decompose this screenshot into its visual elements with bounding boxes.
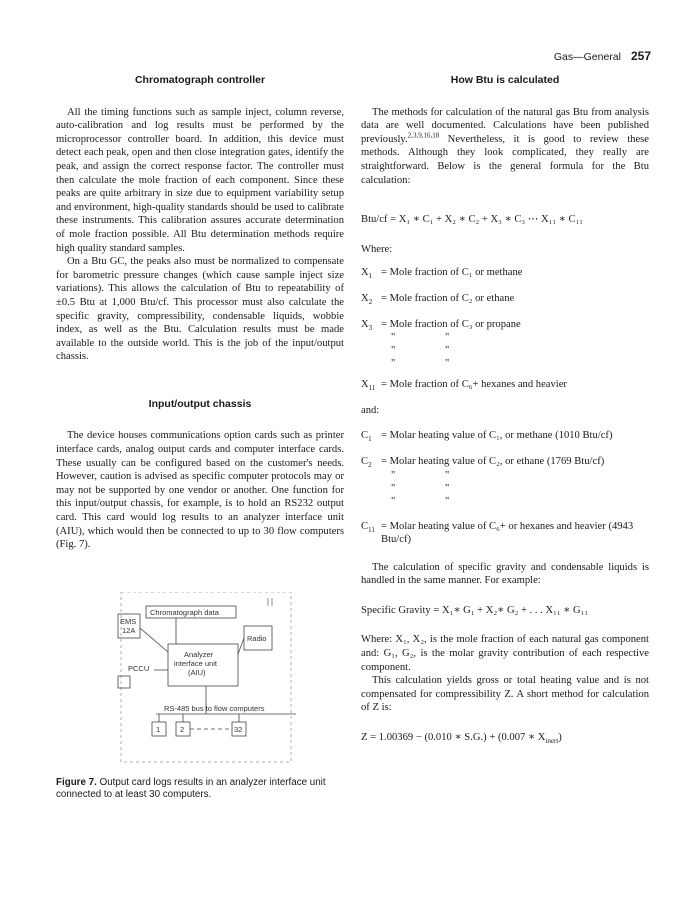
specific-gravity-formula: Specific Gravity = X₁∗ G₁ + X₂∗ G₂ + . . . X₁₁ ∗ G₁₁ [361,604,589,616]
right-column [361,74,649,745]
radio-label: Radio [247,633,267,643]
definition-c1: $C_1$ = Molar heating value of C₁, or methane (1010 Btu/cf) [361,430,613,444]
paragraph: On a Btu GC, the peaks also must be normalized to compensate for barometric pressure changes (which cause sample inject size variations). This allows the calculation of Btu to repeatability of ±0.5 Btu at 1,000 Btu/cf. This processor must also calculate the specific gravity, compressibility, condensable liquids, wobbie index, as well as the Btu. Calculation results must be made available to the outside world. This is the job of the input/output chassis. [56,256,344,363]
heading-input-output-chassis: Input/output chassis [148,397,252,410]
pccu-label: PCCU [128,663,150,673]
caption-text: Output card logs results in an analyzer interface unit connected to at least 30 computers. [56,776,326,800]
ems-label-2: 12A [122,625,136,635]
figure-caption [56,777,344,801]
definition-x3: $X_3$ = Mole fraction of C₃ or propane [361,318,521,332]
paragraph: Where: X₁, X₂, is the mole fraction of each natural gas component and: G₁, G₂, is the molar gravity contribution of each respective component. [361,634,649,673]
page-number: 257 [630,49,651,63]
definition-x1: $X_1$ = Mole fraction of C₁ or methane [361,267,523,281]
ditto-marks: " " [391,358,450,370]
aiu-label-1: Analyzer [184,649,214,659]
z-formula: Z = 1.00369 − (0.010 ∗ S.G.) + (0.007 ∗ $X_{inert}$) [361,732,562,746]
definition-x2: $X_2$ = Mole fraction of C₂ or ethane [361,292,515,307]
bus-label: RS-485 bus to flow computers [164,703,265,713]
diagram-lines [56,592,344,767]
paragraph: The device houses communications option cards such as printer interface cards, analog output cards and computer interface cards. These usually can be configured based on the customer's needs. However, caution is advised as specific computer protocols may or may not be supported by one vendor or another. One function for this input/output chassis, for example, is to hold an RS232 output card. This card would log results to an analyzer interface unit (AIU), which would then be connected to up to 30 flow computers (Fig. 7). [56,430,344,551]
paragraph-text-2: Nevertheless, it is good to review these methods. Although they look complicated, they really are straightforward. Below is the general formula for the Btu calculation: [361,133,649,186]
heading-chromatograph-controller: Chromatograph controller [134,74,266,86]
references: 2,3,9,16,18 [407,131,440,140]
ditto-marks: " " [391,332,450,344]
figure-7-diagram [56,592,344,767]
paragraph [361,106,649,188]
where-label: Where: [361,243,393,255]
enclosure-outline [121,592,291,762]
btu-formula: Btu/cf = X₁ ∗ C₁ + X₂ ∗ C₂ + X₃ ∗ C₃ ⋯ X₁₁ ∗ C₁₁ [361,214,583,226]
paragraph-text: The methods for calculation of the natural gas Btu from analysis data are well documented. Calculations have been published previously. [361,106,649,145]
paragraph: All the timing functions such as sample inject, column reverse, auto-calibration and log results must be performed by the microprocessor controller board. In addition, this device must detect each peak, open and then close integration gates, identify the peak, and assign the correct response factor. The controller must then calculate the mole fraction of each component. Since these peaks are quite arbitrary in size due to equipment variability setup and environment, high-quality standards should be used to calibrate these instruments. This calibration assures accurate determination of mole fraction possible. All Btu determination methods require high quality standard samples. [56,106,344,254]
flow-computer-2-label: 2 [180,724,185,734]
ditto-marks: " " [391,495,450,507]
definition-x11: $X_{11}$ = Mole fraction of C₆+ hexanes and heavier [361,379,567,393]
and-label: and: [361,404,380,416]
flow-computer-32-label: 32 [234,724,243,734]
caption-label: Figure 7. [56,776,97,788]
port-icon [118,676,130,688]
section-title: Gas—General [553,51,621,63]
aiu-label-2: interface unit [174,658,217,668]
flow-computer-1-label: 1 [156,724,161,734]
running-header [554,49,651,63]
chromatograph-label: Chromatograph data [150,607,219,617]
paragraph: This calculation yields gross or total heating value and is not compensated for compressibility Z. A short method for calculation of Z is: [361,675,649,714]
ditto-marks: " " [391,469,450,481]
heading-how-btu-is-calculated: How Btu is calculated [450,74,560,86]
left-column [56,74,344,801]
ditto-marks: " " [391,482,450,494]
aiu-label-3: (AIU) [188,667,206,677]
definition-c11: $C_{11}$ = Molar heating value of C₆+ or hexanes and heavier (4943 Btu/cf) [361,520,634,546]
paragraph: The calculation of specific gravity and condensable liquids is handled in the same manner. For example: [361,561,649,587]
definition-c2: $C_2$ = Molar heating value of C₂, or ethane (1769 Btu/cf) [361,455,605,470]
ems-label: EMS [120,616,137,626]
ditto-marks: " " [391,345,450,357]
